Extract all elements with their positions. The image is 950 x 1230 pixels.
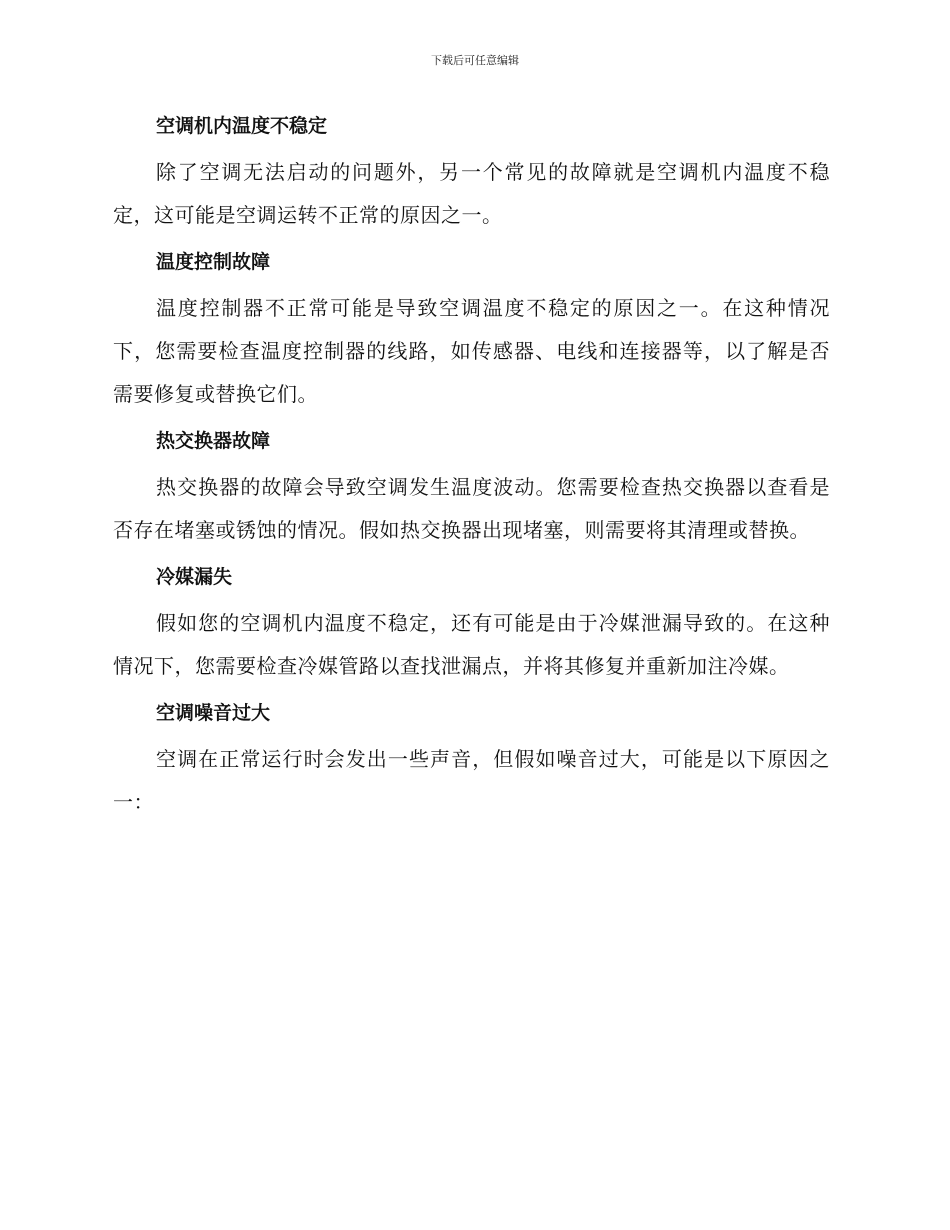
section-heading: 热交换器故障 bbox=[156, 430, 271, 452]
section-paragraph: 除了空调无法启动的问题外，另一个常见的故障就是空调机内温度不稳定，这可能是空调运转不正常的原因之一。 bbox=[113, 160, 830, 227]
document-body bbox=[113, 110, 830, 833]
section-excessive-noise bbox=[113, 697, 830, 824]
section-heading: 温度控制故障 bbox=[156, 251, 271, 273]
section-heading: 冷媒漏失 bbox=[156, 566, 233, 588]
section-paragraph: 热交换器的故障会导致空调发生温度波动。您需要检查热交换器以查看是否存在堵塞或锈蚀的情况。假如热交换器出现堵塞，则需要将其清理或替换。 bbox=[113, 475, 830, 542]
section-temperature-control-fault bbox=[113, 246, 830, 416]
section-heat-exchanger-fault bbox=[113, 425, 830, 552]
section-heading: 空调机内温度不稳定 bbox=[156, 115, 328, 137]
section-paragraph: 空调在正常运行时会发出一些声音，但假如噪音过大，可能是以下原因之一： bbox=[113, 747, 830, 814]
section-paragraph: 假如您的空调机内温度不稳定，还有可能是由于冷媒泄漏导致的。在这种情况下，您需要检查冷媒管路以查找泄漏点，并将其修复并重新加注冷媒。 bbox=[113, 611, 830, 678]
page-header: 下载后可任意编辑 bbox=[431, 54, 519, 67]
section-heading: 空调噪音过大 bbox=[156, 702, 271, 724]
section-temperature-unstable bbox=[113, 110, 830, 237]
section-refrigerant-leak bbox=[113, 561, 830, 688]
section-paragraph: 温度控制器不正常可能是导致空调温度不稳定的原因之一。在这种情况下，您需要检查温度控制器的线路，如传感器、电线和连接器等，以了解是否需要修复或替换它们。 bbox=[113, 296, 830, 406]
